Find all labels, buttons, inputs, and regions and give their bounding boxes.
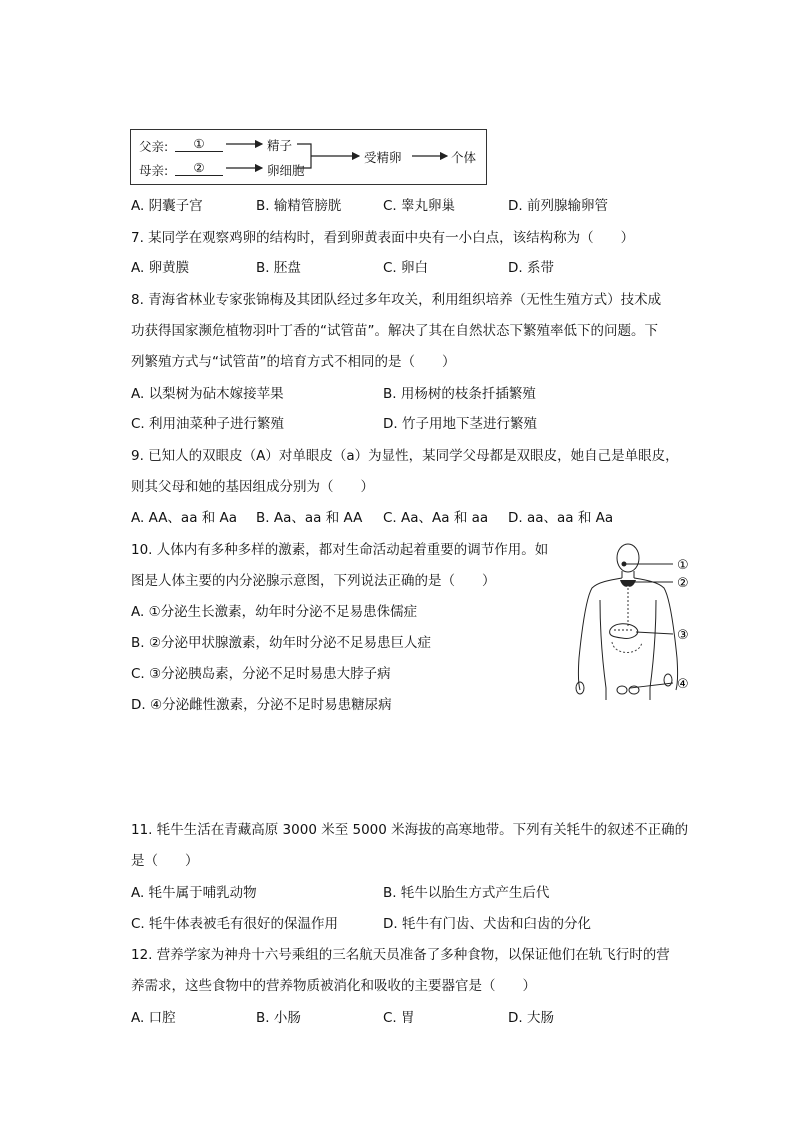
bracket-merge	[297, 144, 311, 168]
q6-option-c: C. 睾丸卵巢	[383, 198, 456, 214]
q8-stem-line-1: 8. 青海省林业专家张锦梅及其团队经过多年攻关，利用组织培养（无性生殖方式）技术成	[131, 292, 662, 308]
q9-option-b: B. Aa、aa 和 AA	[256, 510, 363, 526]
q10-option-a: A. ①分泌生长激素，幼年时分泌不足易患侏儒症	[131, 604, 418, 620]
father-label: 父亲:	[139, 139, 169, 154]
blank-2: ②	[175, 160, 223, 176]
q8-option-d: D. 竹子用地下茎进行繁殖	[383, 416, 537, 432]
q8-stem-line-2: 功获得国家濒危植物羽叶丁香的“试管苗”。解决了其在自然状态下繁殖率低下的问题。下	[131, 323, 658, 339]
intestines	[612, 642, 642, 653]
q11-option-c: C. 牦牛体表被毛有很好的保温作用	[131, 916, 339, 932]
zygote-label: 受精卵	[364, 150, 402, 165]
q8-option-b: B. 用杨树的枝条扦插繁殖	[383, 386, 536, 402]
figure-label-1: ①	[677, 558, 689, 573]
body-left-side	[600, 600, 606, 700]
q7-option-c: C. 卵白	[383, 260, 429, 276]
sperm-label: 精子	[267, 138, 293, 153]
q7-stem: 7. 某同学在观察鸡卵的结构时，看到卵黄表面中央有一小白点，该结构称为（ ）	[131, 230, 635, 246]
q6-option-b: B. 输精管膀胱	[256, 198, 342, 214]
q11-stem-line-2: 是（ ）	[131, 853, 199, 869]
diagram-arrows	[131, 130, 486, 184]
figure-label-4: ④	[677, 677, 689, 692]
q10-option-d: D. ④分泌雌性激素，分泌不足时易患糖尿病	[131, 697, 392, 713]
figure-label-3: ③	[677, 628, 689, 643]
q10-option-b: B. ②分泌甲状腺激素，幼年时分泌不足易患巨人症	[131, 635, 431, 651]
q12-option-c: C. 胃	[383, 1010, 415, 1026]
individual-label: 个体	[451, 150, 477, 165]
q12-stem-line-2: 养需求，这些食物中的营养物质被消化和吸收的主要器官是（ ）	[131, 978, 536, 994]
q9-stem-line-2: 则其父母和她的基因组成分别为（ ）	[131, 479, 374, 495]
reproduction-flow-diagram	[130, 129, 487, 185]
q9-option-d: D. aa、aa 和 Aa	[508, 510, 614, 526]
q10-option-c: C. ③分泌胰岛素，分泌不足时易患大脖子病	[131, 666, 391, 682]
q7-option-a: A. 卵黄膜	[131, 260, 190, 276]
blank-1: ①	[175, 136, 223, 152]
thyroid-gland	[620, 580, 636, 587]
q10-stem-line-2: 图是人体主要的内分泌腺示意图，下列说法正确的是（ ）	[131, 573, 496, 589]
leader-3	[636, 632, 673, 634]
mother-label: 母亲:	[139, 163, 169, 178]
q12-stem-line-1: 12. 营养学家为神舟十六号乘组的三名航天员准备了多种食物，以保证他们在轨飞行时的营	[131, 947, 670, 963]
q8-stem-line-3: 列繁殖方式与“试管苗”的培育方式不相同的是（ ）	[131, 354, 456, 370]
q11-option-a: A. 牦牛属于哺乳动物	[131, 885, 257, 901]
q7-option-d: D. 系带	[508, 260, 554, 276]
q12-option-b: B. 小肠	[256, 1010, 301, 1026]
body-left-arm	[578, 578, 622, 690]
gonad-left	[617, 686, 627, 694]
q11-option-b: B. 牦牛以胎生方式产生后代	[383, 885, 550, 901]
q9-option-a: A. AA、aa 和 Aa	[131, 510, 238, 526]
pituitary-gland	[622, 562, 627, 567]
q12-option-a: A. 口腔	[131, 1010, 176, 1026]
q6-option-d: D. 前列腺输卵管	[508, 198, 608, 214]
q8-option-c: C. 利用油菜种子进行繁殖	[131, 416, 285, 432]
q11-option-d: D. 牦牛有门齿、犬齿和臼齿的分化	[383, 916, 591, 932]
q8-option-a: A. 以梨树为砧木嫁接苹果	[131, 386, 284, 402]
q11-stem-line-1: 11. 牦牛生活在青藏高原 3000 米至 5000 米海拔的高寒地带。下列有关牦牛的叙述不正确的	[131, 822, 689, 838]
q10-stem-line-1: 10. 人体内有多种多样的激素，都对生命活动起着重要的调节作用。如	[131, 542, 549, 558]
egg-label: 卵细胞	[267, 163, 305, 178]
body-head	[617, 544, 639, 572]
endocrine-gland-figure	[570, 538, 700, 702]
q9-option-c: C. Aa、Aa 和 aa	[383, 510, 489, 526]
q9-stem-line-1: 9. 已知人的双眼皮（A）对单眼皮（a）为显性，某同学父母都是双眼皮，她自己是单眼皮，	[131, 448, 679, 464]
figure-label-2: ②	[677, 576, 689, 591]
q6-option-a: A. 阴囊子宫	[131, 198, 203, 214]
pancreas	[610, 624, 638, 639]
q12-option-d: D. 大肠	[508, 1010, 554, 1026]
q7-option-b: B. 胚盘	[256, 260, 301, 276]
